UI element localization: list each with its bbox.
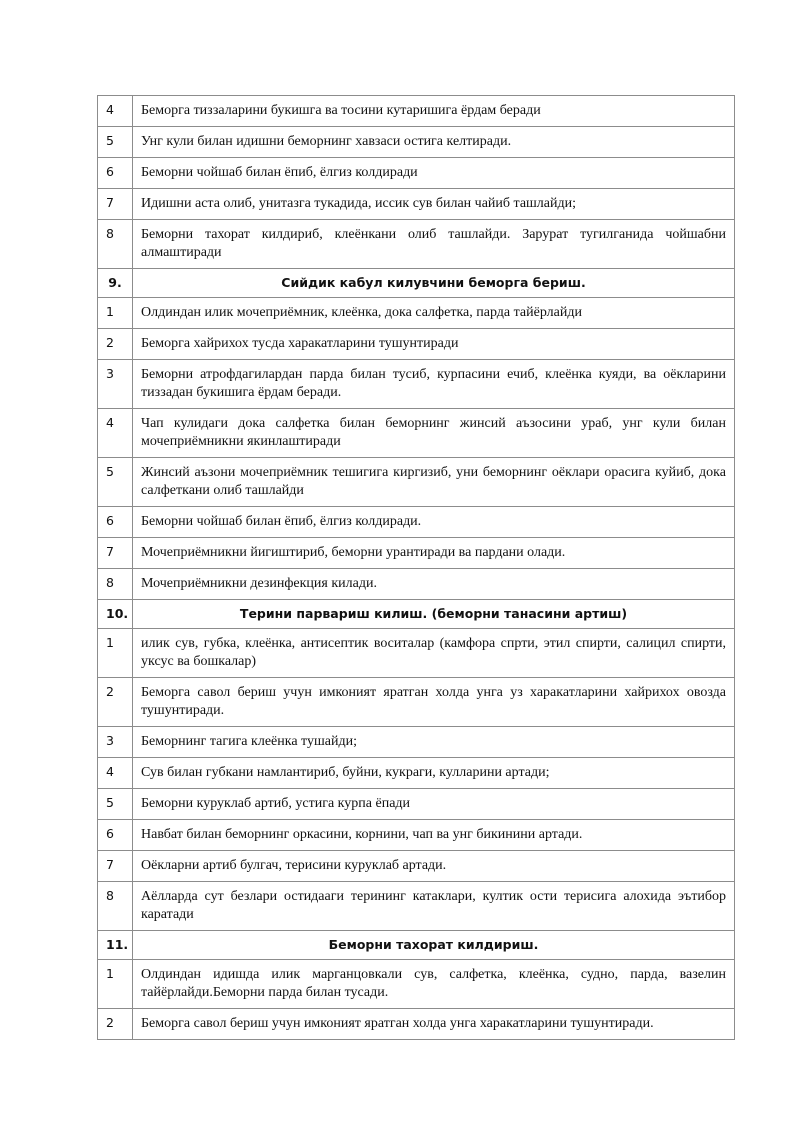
step-number: 3 (98, 360, 133, 409)
step-number: 6 (98, 507, 133, 538)
table-row (98, 960, 735, 1009)
step-number: 5 (98, 127, 133, 158)
table-row (98, 158, 735, 189)
step-text: Жинсий аъзони мочеприёмник тешигига киргизиб, уни беморнинг оёклари орасига куйиб, дока салфеткани олиб ташлайди (133, 458, 735, 507)
step-number: 4 (98, 409, 133, 458)
step-text: Навбат билан беморнинг оркасини, корнини, чап ва унг бикинини артади. (133, 820, 735, 851)
step-text: Беморни атрофдагилардан парда билан тусиб, курпасини ечиб, клеёнка куяди, ва оёкларини тиззадан букишига ёрдам беради. (133, 360, 735, 409)
step-text: Мочеприёмникни йигиштириб, беморни урантиради ва пардани олади. (133, 538, 735, 569)
step-number: 8 (98, 569, 133, 600)
table-row (98, 409, 735, 458)
step-text: Беморни чойшаб билан ёпиб, ёлгиз колдиради. (133, 507, 735, 538)
step-number: 1 (98, 298, 133, 329)
table-row (98, 727, 735, 758)
step-text: Унг кули билан идишни беморнинг хавзаси остига келтиради. (133, 127, 735, 158)
table-row (98, 569, 735, 600)
step-number: 2 (98, 1009, 133, 1040)
step-text: Чап кулидаги дока салфетка билан беморнинг жинсий аъзосини ураб, унг кули билан мочеприёмникни якинлаштиради (133, 409, 735, 458)
step-number: 3 (98, 727, 133, 758)
table-row (98, 329, 735, 360)
step-text: Мочеприёмникни дезинфекция килади. (133, 569, 735, 600)
step-number: 4 (98, 758, 133, 789)
step-number: 2 (98, 678, 133, 727)
step-text: Беморни куруклаб артиб, устига курпа ёпади (133, 789, 735, 820)
table-row (98, 629, 735, 678)
step-text: Олдиндан идишда илик марганцовкали сув, салфетка, клеёнка, судно, парда, вазелин тайёрлайди.Беморни парда билан тусади. (133, 960, 735, 1009)
table-row (98, 538, 735, 569)
step-number: 6 (98, 158, 133, 189)
step-text: Аёлларда сут безлари остидааги терининг катаклари, култик ости терисига алохида эътибор каратади (133, 882, 735, 931)
section-title: Сийдик кабул килувчини беморга бериш. (133, 269, 735, 298)
step-text: Беморни тахорат килдириб, клеёнкани олиб ташлайди. Зарурат тугилганида чойшабни алмаштиради (133, 220, 735, 269)
table-row (98, 96, 735, 127)
step-text: Идишни аста олиб, унитазга тукадида, иссик сув билан чайиб ташлайди; (133, 189, 735, 220)
section-header-row (98, 600, 735, 629)
section-number: 9. (98, 269, 133, 298)
step-text: Беморга хайрихох тусда харакатларини тушунтиради (133, 329, 735, 360)
table-row (98, 189, 735, 220)
table-row (98, 507, 735, 538)
section-title: Беморни тахорат килдириш. (133, 931, 735, 960)
step-text: Оёкларни артиб булгач, терисини куруклаб артади. (133, 851, 735, 882)
table-body (98, 96, 735, 1040)
table-row (98, 789, 735, 820)
section-number: 11. (98, 931, 133, 960)
step-number: 5 (98, 789, 133, 820)
step-text: Сув билан губкани намлантириб, буйни, кукраги, кулларини артади; (133, 758, 735, 789)
step-number: 6 (98, 820, 133, 851)
section-title: Терини парвариш килиш. (беморни танасини артиш) (133, 600, 735, 629)
step-text: Беморнинг тагига клеёнка тушайди; (133, 727, 735, 758)
table-row (98, 758, 735, 789)
table-row (98, 882, 735, 931)
step-number: 2 (98, 329, 133, 360)
procedure-steps-table (97, 95, 735, 1040)
step-number: 7 (98, 538, 133, 569)
section-header-row (98, 269, 735, 298)
step-number: 1 (98, 629, 133, 678)
step-number: 5 (98, 458, 133, 507)
step-text: Беморга тиззаларини букишга ва тосини кутаришига ёрдам беради (133, 96, 735, 127)
step-number: 7 (98, 851, 133, 882)
section-header-row (98, 931, 735, 960)
step-text: илик сув, губка, клеёнка, антисептик воситалар (камфора спрти, этил спирти, салицил спирти, уксус ва бошкалар) (133, 629, 735, 678)
table-row (98, 127, 735, 158)
table-row (98, 678, 735, 727)
table-row (98, 820, 735, 851)
step-number: 7 (98, 189, 133, 220)
step-number: 8 (98, 882, 133, 931)
step-text: Беморга савол бериш учун имконият яратган холда унга харакатларини тушунтиради. (133, 1009, 735, 1040)
table-row (98, 851, 735, 882)
table-row (98, 1009, 735, 1040)
step-text: Беморга савол бериш учун имконият яратган холда унга уз харакатларини хайрихох овозда тушунтиради. (133, 678, 735, 727)
step-number: 8 (98, 220, 133, 269)
table-row (98, 298, 735, 329)
section-number: 10. (98, 600, 133, 629)
step-number: 4 (98, 96, 133, 127)
table-row (98, 458, 735, 507)
table-row (98, 220, 735, 269)
step-number: 1 (98, 960, 133, 1009)
table-row (98, 360, 735, 409)
step-text: Олдиндан илик мочеприёмник, клеёнка, дока салфетка, парда тайёрлайди (133, 298, 735, 329)
step-text: Беморни чойшаб билан ёпиб, ёлгиз колдиради (133, 158, 735, 189)
